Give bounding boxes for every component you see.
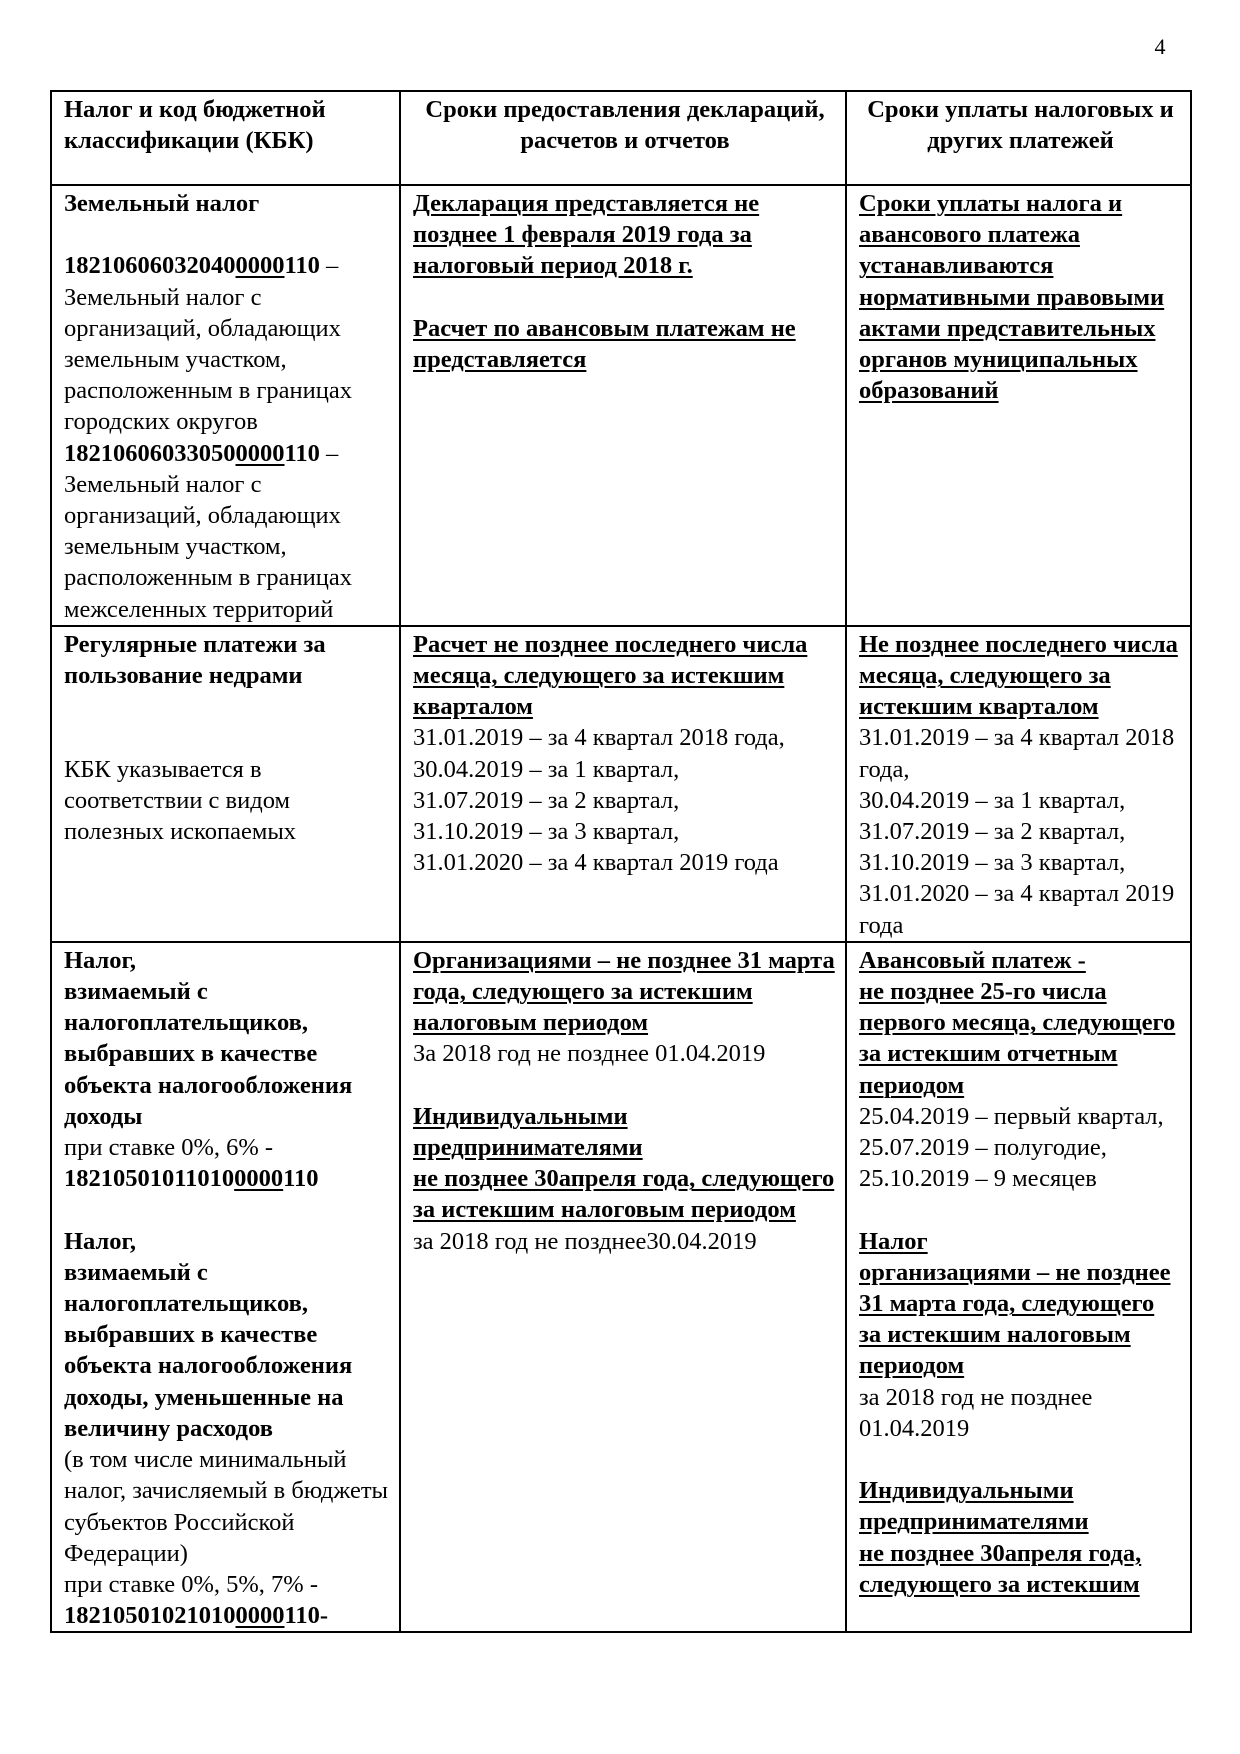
- payment-deadline: Не позднее последнего числа месяца, следующего за истекшим кварталом: [859, 630, 1178, 721]
- table-row-simplified-tax: [51, 942, 1191, 1632]
- tax-title: Налог,: [64, 1227, 137, 1255]
- tax-title: взимаемый с налогоплательщиков, выбравших в качестве объекта налогообложения доходы, уменьшенные на величину расходов: [64, 1258, 353, 1442]
- simplified-tax-declaration-cell: [400, 942, 846, 1632]
- ip-declaration-deadline: Индивидуальными: [413, 1102, 628, 1130]
- kbk-code: 182106060320400000110 –: [64, 252, 339, 280]
- kbk-code: 182106060330500000110 –: [64, 439, 339, 467]
- subsoil-title: Регулярные платежи за пользование недрами: [64, 630, 326, 690]
- org-payment-date: за 2018 год не позднее 01.04.2019: [859, 1383, 1093, 1442]
- list-item: 25.10.2019 – 9 месяцев: [859, 1165, 1097, 1193]
- kbk-code: 182105010210100000110-: [64, 1602, 329, 1630]
- table-row-land-tax: [51, 185, 1191, 626]
- tax-title: Налог,: [64, 946, 137, 974]
- list-item: 31.07.2019 – за 2 квартал,: [859, 818, 1126, 846]
- list-item: 30.04.2019 – за 1 квартал,: [413, 755, 680, 783]
- advance-payment-deadline: не позднее 25-го числа первого месяца, следующего за истекшим отчетным периодом: [859, 978, 1176, 1099]
- kbk-note: КБК указывается в соответствии с видом полезных ископаемых: [64, 755, 297, 846]
- list-item: 31.01.2019 – за 4 квартал 2018 года,: [413, 724, 785, 752]
- list-item: 31.07.2019 – за 2 квартал,: [413, 786, 680, 814]
- list-item: 30.04.2019 – за 1 квартал,: [859, 786, 1126, 814]
- simplified-tax-payment-cell: [846, 942, 1191, 1632]
- simplified-tax-cell: [51, 942, 400, 1632]
- kbk-description: Земельный налог с организаций, обладающих земельным участком, расположенным в границах межселенных территорий: [64, 470, 353, 623]
- ip-payment-deadline: следующего за истекшим: [859, 1570, 1140, 1598]
- org-declaration-deadline: Организациями – не позднее 31 марта года, следующего за истекшим налоговым периодом: [413, 946, 835, 1037]
- land-tax-cell: [51, 185, 400, 626]
- tax-title: взимаемый с налогоплательщиков, выбравших в качестве объекта налогообложения доходы: [64, 978, 353, 1130]
- subsoil-payment-cell: [846, 626, 1191, 942]
- advance-payment-deadline: Авансовый платеж -: [859, 946, 1086, 974]
- list-item: 31.10.2019 – за 3 квартал,: [413, 818, 680, 846]
- page-number: 4: [1154, 34, 1166, 59]
- ip-payment-deadline: Индивидуальными: [859, 1477, 1074, 1505]
- table-row-subsoil-payments: [51, 626, 1191, 942]
- list-item: 31.01.2019 – за 4 квартал 2018 года,: [859, 724, 1175, 783]
- org-payment-deadline: Налог: [859, 1227, 928, 1255]
- tax-rate: при ставке 0%, 6% -: [64, 1134, 274, 1162]
- land-tax-declaration-cell: [400, 185, 846, 626]
- advance-calculation-note: Расчет по авансовым платежам не представляется: [413, 314, 796, 373]
- payment-deadline: Сроки уплаты налога и авансового платежа устанавливаются нормативными правовыми актами представительных органов муниципальных образований: [859, 190, 1165, 405]
- kbk-code: 182105010110100000110: [64, 1165, 319, 1193]
- list-item: 31.10.2019 – за 3 квартал,: [859, 849, 1126, 877]
- tax-rate: при ставке 0%, 5%, 7% -: [64, 1570, 318, 1598]
- list-item: 31.01.2020 – за 4 квартал 2019 года: [859, 880, 1175, 939]
- tax-deadlines-table: [50, 90, 1192, 1633]
- org-payment-deadline: организациями – не позднее 31 марта года, следующего за истекшим налоговым периодом: [859, 1258, 1171, 1380]
- header-tax-kbk: Налог и код бюджетной классификации (КБК): [51, 91, 400, 185]
- list-item: 25.07.2019 – полугодие,: [859, 1134, 1107, 1162]
- subsoil-cell: [51, 626, 400, 942]
- kbk-description: Земельный налог с организаций, обладающих земельным участком, расположенным в границах городских округов: [64, 283, 353, 436]
- ip-declaration-deadline: не позднее 30апреля года, следующего за истекшим налоговым периодом: [413, 1165, 835, 1224]
- land-tax-title: Земельный налог: [64, 190, 260, 217]
- header-payment-deadlines: Сроки уплаты налоговых и других платежей: [846, 91, 1191, 185]
- calculation-deadline: Расчет не позднее последнего числа месяца, следующего за истекшим кварталом: [413, 630, 808, 721]
- ip-declaration-date: за 2018 год не позднее30.04.2019: [413, 1227, 757, 1255]
- subsoil-declaration-cell: [400, 626, 846, 942]
- land-tax-payment-cell: [846, 185, 1191, 626]
- declaration-deadline: Декларация представляется не позднее 1 февраля 2019 года за налоговый период 2018 г.: [413, 190, 760, 280]
- list-item: 25.04.2019 – первый квартал,: [859, 1102, 1164, 1130]
- ip-declaration-deadline: предпринимателями: [413, 1134, 643, 1162]
- table-header-row: [51, 91, 1191, 185]
- ip-payment-deadline: не позднее 30апреля года,: [859, 1539, 1142, 1567]
- list-item: 31.01.2020 – за 4 квартал 2019 года: [413, 849, 779, 877]
- tax-note: (в том числе минимальный налог, зачисляемый в бюджеты субъектов Российской Федерации): [64, 1446, 388, 1567]
- org-declaration-date: За 2018 год не позднее 01.04.2019: [413, 1040, 766, 1068]
- header-declaration-deadlines: Сроки предоставления деклараций, расчетов и отчетов: [400, 91, 846, 185]
- ip-payment-deadline: предпринимателями: [859, 1508, 1089, 1536]
